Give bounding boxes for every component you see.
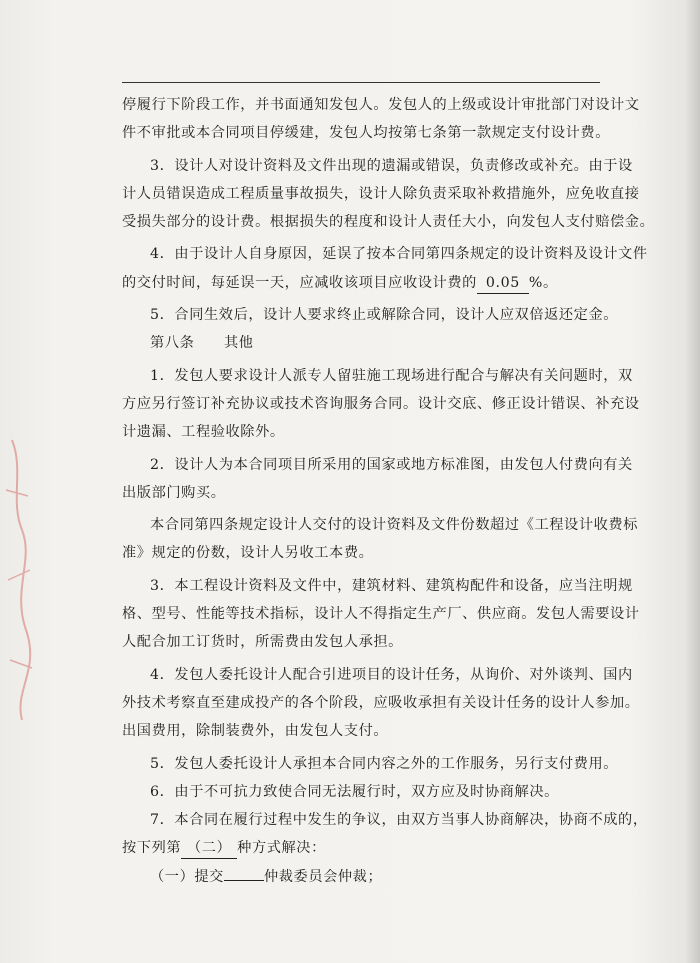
- delay-penalty-line: 的交付时间，每延误一天，应减收该项目应收设计费的 0.05 %。: [122, 269, 602, 297]
- text-line: 受损失部分的设计费。根据损失的程度和设计人责任大小，向发包人支付赔偿金。: [122, 214, 655, 231]
- clause-4-line: 4．由于设计人自身原因，延误了按本合同第四条规定的设计资料及设计文件: [150, 246, 648, 263]
- clause-8-5-line: 5．发包人委托设计人承担本合同内容之外的工作服务，另行支付费用。: [150, 755, 619, 772]
- scan-edge-shadow: [686, 0, 700, 963]
- header-rule: [122, 82, 600, 83]
- clause-8-6-line: 6．由于不可抗力致使合同无法履行时，双方应及时协商解决。: [150, 783, 559, 800]
- text-line: 准》规定的份数，设计人另收工本费。: [122, 545, 374, 562]
- dispute-method-blank: （二）: [181, 838, 237, 859]
- clause-8-3-line: 3．本工程设计资料及文件中，建筑材料、建筑构配件和设备，应当注明规: [150, 577, 633, 594]
- clause-8-2-line: 2．设计人为本合同项目所采用的国家或地方标准图，由发包人付费向有关: [150, 456, 633, 473]
- arbitration-option-line: （一）提交 仲裁委员会仲裁；: [150, 868, 383, 885]
- text-line: 出版部门购买。: [122, 484, 226, 501]
- clause-8-7-line: 7．本合同在履行过程中发生的争议，由双方当事人协商解决，协商不成的，: [150, 812, 648, 829]
- arbitration-committee-blank: [224, 880, 264, 881]
- text-line: 外技术考察直至建成投产的各个阶段，应吸收承担有关设计任务的设计人参加。: [122, 694, 640, 711]
- red-stamp-bleed-through: [2, 430, 38, 730]
- penalty-rate-blank: 0.05: [477, 273, 529, 294]
- article-8-heading: 第八条 其他: [150, 335, 254, 352]
- contract-text: [122, 91, 655, 891]
- clause-8-4-line: 4．发包人委托设计人配合引进项目的设计任务，从询价、对外谈判、国内: [150, 666, 633, 683]
- text-line: 计遗漏、工程验收除外。: [122, 424, 285, 441]
- clause-5-line: 5．合同生效后，设计人要求终止或解除合同，设计人应双倍返还定金。: [150, 307, 619, 324]
- text-line: 件不审批或本合同项目停缓建，发包人均按第七条第一款规定支付设计费。: [122, 125, 610, 142]
- dispute-method-line: 按下列第 （二） 种方式解决：: [122, 834, 602, 862]
- text-line: 格、型号、性能等技术指标，设计人不得指定生产厂、供应商。发包人需要设计: [122, 606, 640, 623]
- text-line: 计人员错误造成工程质量事故损失，设计人除负责采取补救措施外，应免收直接: [122, 185, 640, 202]
- extra-copies-line: 本合同第四条规定设计人交付的设计资料及文件份数超过《工程设计收费标: [150, 517, 638, 534]
- text-line: 停履行下阶段工作，并书面通知发包人。发包人的上级或设计审批部门对设计文: [122, 97, 640, 113]
- text-line: 出国费用，除制装费外，由发包人支付。: [122, 723, 389, 740]
- text-line: 方应另行签订补充协议或技术咨询服务合同。设计交底、修正设计错误、补充设: [122, 395, 640, 412]
- clause-8-1-line: 1．发包人要求设计人派专人留驻施工现场进行配合与解决有关问题时，双: [150, 367, 633, 384]
- clause-3-line: 3．设计人对设计资料及文件出现的遗漏或错误，负责修改或补充。由于设: [150, 157, 633, 174]
- text-line: 人配合加工订货时，所需费由发包人承担。: [122, 634, 403, 651]
